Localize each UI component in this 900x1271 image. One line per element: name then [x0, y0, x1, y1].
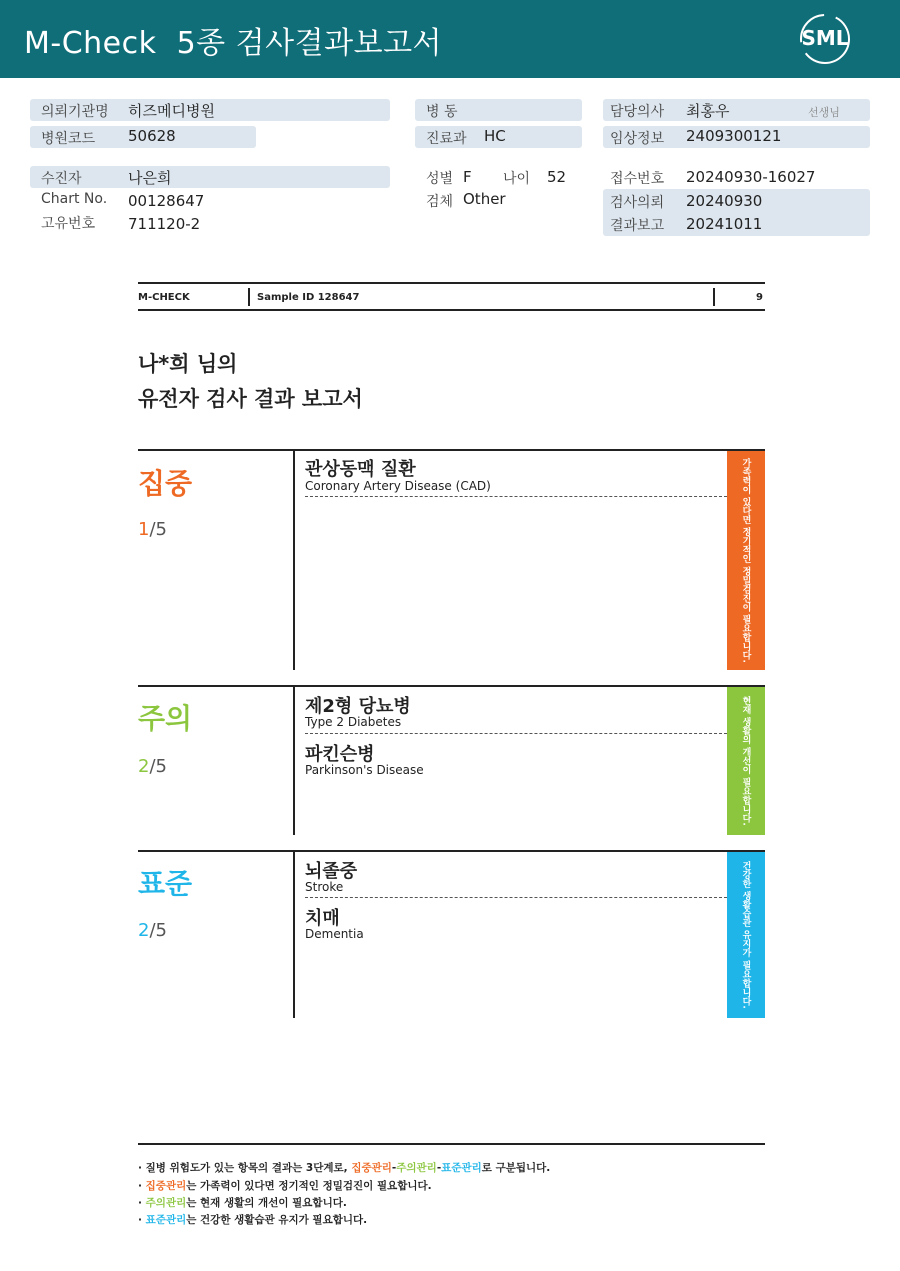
dashed-divider	[305, 897, 727, 898]
note-standard: 표준관리	[441, 1162, 482, 1174]
note-text: ·	[138, 1214, 146, 1226]
section-rule	[138, 449, 765, 451]
advice-tag-high	[727, 451, 765, 670]
note-caution: 주의관리	[145, 1197, 187, 1209]
product-name: M-CHECK	[138, 292, 190, 303]
patient-value: 나은희	[128, 169, 172, 187]
age-value: 52	[547, 168, 567, 186]
doctor-suffix: 선생님	[808, 106, 840, 119]
section-divider	[293, 852, 295, 1018]
report-main-title: 유전자 검사 결과 보고서	[138, 387, 363, 411]
dashed-divider	[305, 733, 727, 734]
receipt-label: 접수번호	[610, 171, 665, 187]
note-high: 집중관리	[145, 1180, 187, 1192]
sml-logo-text: SML	[801, 26, 849, 50]
category-count	[138, 519, 167, 540]
advice-text: 현재 생활의 개선이 필요합니다.	[740, 696, 751, 826]
section-divider	[293, 451, 295, 670]
section-rule	[138, 685, 765, 687]
doctor-label: 담당의사	[610, 104, 665, 120]
disease-name: 제2형 당뇨병	[305, 696, 411, 717]
specimen-label: 검체	[426, 194, 454, 210]
section-rule	[138, 850, 765, 852]
sex-value: F	[463, 168, 472, 186]
advice-text: 가족력이 있다면 정기적인 정밀검진이 필요합니다.	[740, 458, 751, 663]
report-header	[0, 0, 900, 78]
separator	[248, 288, 250, 306]
category-high: 집중	[138, 467, 193, 500]
receipt-value: 20240930-16027	[686, 168, 816, 186]
institution-value: 히즈메디병원	[128, 102, 215, 120]
disease-name: 파킨슨병	[305, 744, 375, 765]
rule-line	[138, 309, 765, 311]
note-text: -	[436, 1162, 442, 1174]
disease-name: 관상동맥 질환	[305, 459, 416, 480]
category-count	[138, 756, 167, 777]
count-total: /5	[149, 920, 167, 941]
hospital-code-value: 50628	[128, 127, 176, 145]
separator	[713, 288, 715, 306]
report-title: M-Check 5종 검사결과보고서	[24, 26, 443, 61]
category-caution: 주의	[138, 702, 193, 735]
specimen-value: Other	[463, 190, 506, 208]
patient-name-line: 나*희 님의	[138, 352, 238, 376]
count-number: 1	[138, 519, 150, 540]
report-date-value: 20241011	[686, 215, 763, 233]
advice-tag-caution	[727, 687, 765, 835]
note-text: · 질병 위험도가 있는 항목의 결과는 3단계로,	[138, 1162, 352, 1174]
id-value: 711120-2	[128, 215, 201, 233]
note-text: ·	[138, 1180, 146, 1192]
disease-name: 치매	[305, 908, 340, 929]
age-label: 나이	[503, 171, 531, 187]
disease-name-en: Coronary Artery Disease (CAD)	[305, 479, 491, 493]
chart-value: 00128647	[128, 192, 205, 210]
ward-label: 병 동	[426, 104, 458, 120]
request-value: 20240930	[686, 192, 763, 210]
note-text: 는 건강한 생활습관 유지가 필요합니다.	[186, 1214, 368, 1226]
info-bar	[30, 166, 390, 188]
advice-text: 건강한 생활습관 유지가 필요합니다.	[740, 861, 751, 1009]
note-text: 는 현재 생활의 개선이 필요합니다.	[186, 1197, 347, 1209]
page-number: 9	[756, 292, 763, 303]
disease-name-en: Dementia	[305, 927, 364, 941]
note-text: 는 가족력이 있다면 정기적인 정밀검진이 필요합니다.	[186, 1180, 432, 1192]
dept-label: 진료과	[426, 131, 467, 147]
section-divider	[293, 687, 295, 835]
doctor-value: 최홍우	[686, 102, 730, 120]
hospital-code-label: 병원코드	[41, 131, 96, 147]
clinical-value: 2409300121	[686, 127, 782, 145]
advice-tag-standard	[727, 852, 765, 1018]
note-line-2	[138, 1178, 432, 1193]
note-text: ·	[138, 1197, 146, 1209]
chart-label: Chart No.	[41, 191, 108, 207]
disease-name-en: Stroke	[305, 880, 344, 894]
dashed-divider	[305, 496, 727, 497]
clinical-label: 임상정보	[610, 131, 665, 147]
note-high: 집중관리	[351, 1162, 392, 1174]
sex-label: 성별	[426, 171, 454, 187]
count-total: /5	[149, 756, 167, 777]
note-line-1	[138, 1160, 550, 1175]
count-total: /5	[149, 519, 167, 540]
category-standard: 표준	[138, 867, 193, 900]
patient-label: 수진자	[41, 171, 82, 187]
dept-value: HC	[484, 127, 506, 145]
note-standard: 표준관리	[145, 1214, 187, 1226]
rule-line	[138, 282, 765, 284]
note-text: -	[391, 1162, 397, 1174]
count-number: 2	[138, 920, 150, 941]
note-caution: 주의관리	[396, 1162, 437, 1174]
id-label: 고유번호	[41, 216, 96, 232]
category-count	[138, 920, 167, 941]
request-label: 검사의뢰	[610, 195, 665, 211]
sample-id: Sample ID 128647	[257, 292, 360, 303]
disease-name-en: Type 2 Diabetes	[305, 715, 402, 729]
note-line-4	[138, 1212, 367, 1227]
note-text: 로 구분됩니다.	[481, 1162, 551, 1174]
report-date-label: 결과보고	[610, 218, 665, 234]
footer-rule	[138, 1143, 765, 1145]
disease-name-en: Parkinson's Disease	[305, 763, 424, 777]
note-line-3	[138, 1195, 347, 1210]
institution-label: 의뢰기관명	[41, 104, 109, 120]
disease-name: 뇌졸중	[305, 861, 358, 882]
count-number: 2	[138, 756, 150, 777]
